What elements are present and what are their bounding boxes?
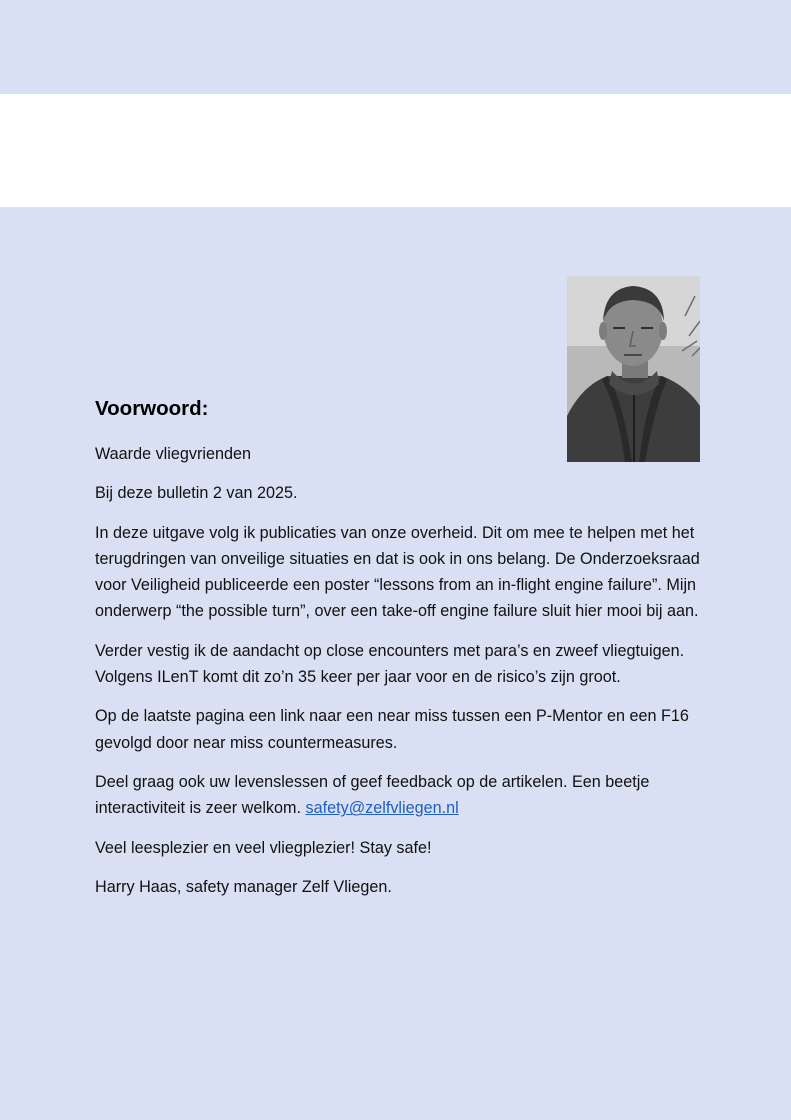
intro-paragraph: Bij deze bulletin 2 van 2025.	[95, 484, 298, 503]
preface-section	[95, 396, 705, 913]
feedback-text: Deel graag ook uw levenslessen of geef feedback op de artikelen. Een beetje interactiviteit is zeer welkom.	[95, 772, 650, 818]
paragraph-publications: In deze uitgave volg ik publicaties van onze overheid. Dit om mee te helpen met het terugdringen van onveilige situaties en dat is ook in ons belang. De Onderzoeksraad voor Veiligheid publiceerde een poster “lessons from an in-flight engine failure”. Mijn onderwerp “the possible turn”, over een take-off engine failure sluit hier mooi bij aan.	[95, 523, 700, 621]
paragraph-feedback	[95, 769, 705, 822]
email-link[interactable]: safety@zelfvliegen.nl	[305, 799, 459, 818]
closing-line: Veel leesplezier en veel vliegplezier! Stay safe!	[95, 838, 432, 857]
signature: Harry Haas, safety manager Zelf Vliegen.	[95, 877, 392, 896]
paragraph-close-encounters: Verder vestig ik de aandacht op close encounters met para’s en zweef vliegtuigen. Volgens ILenT komt dit zo’n 35 keer per jaar voor en de risico’s zijn groot.	[95, 641, 685, 687]
preface-heading: Voorwoord:	[95, 397, 209, 420]
greeting: Waarde vliegvrienden	[95, 445, 251, 463]
paragraph-near-miss: Op de laatste pagina een link naar een near miss tussen een P-Mentor en een F16 gevolgd door near miss countermeasures.	[95, 707, 689, 752]
header-band	[0, 94, 791, 207]
